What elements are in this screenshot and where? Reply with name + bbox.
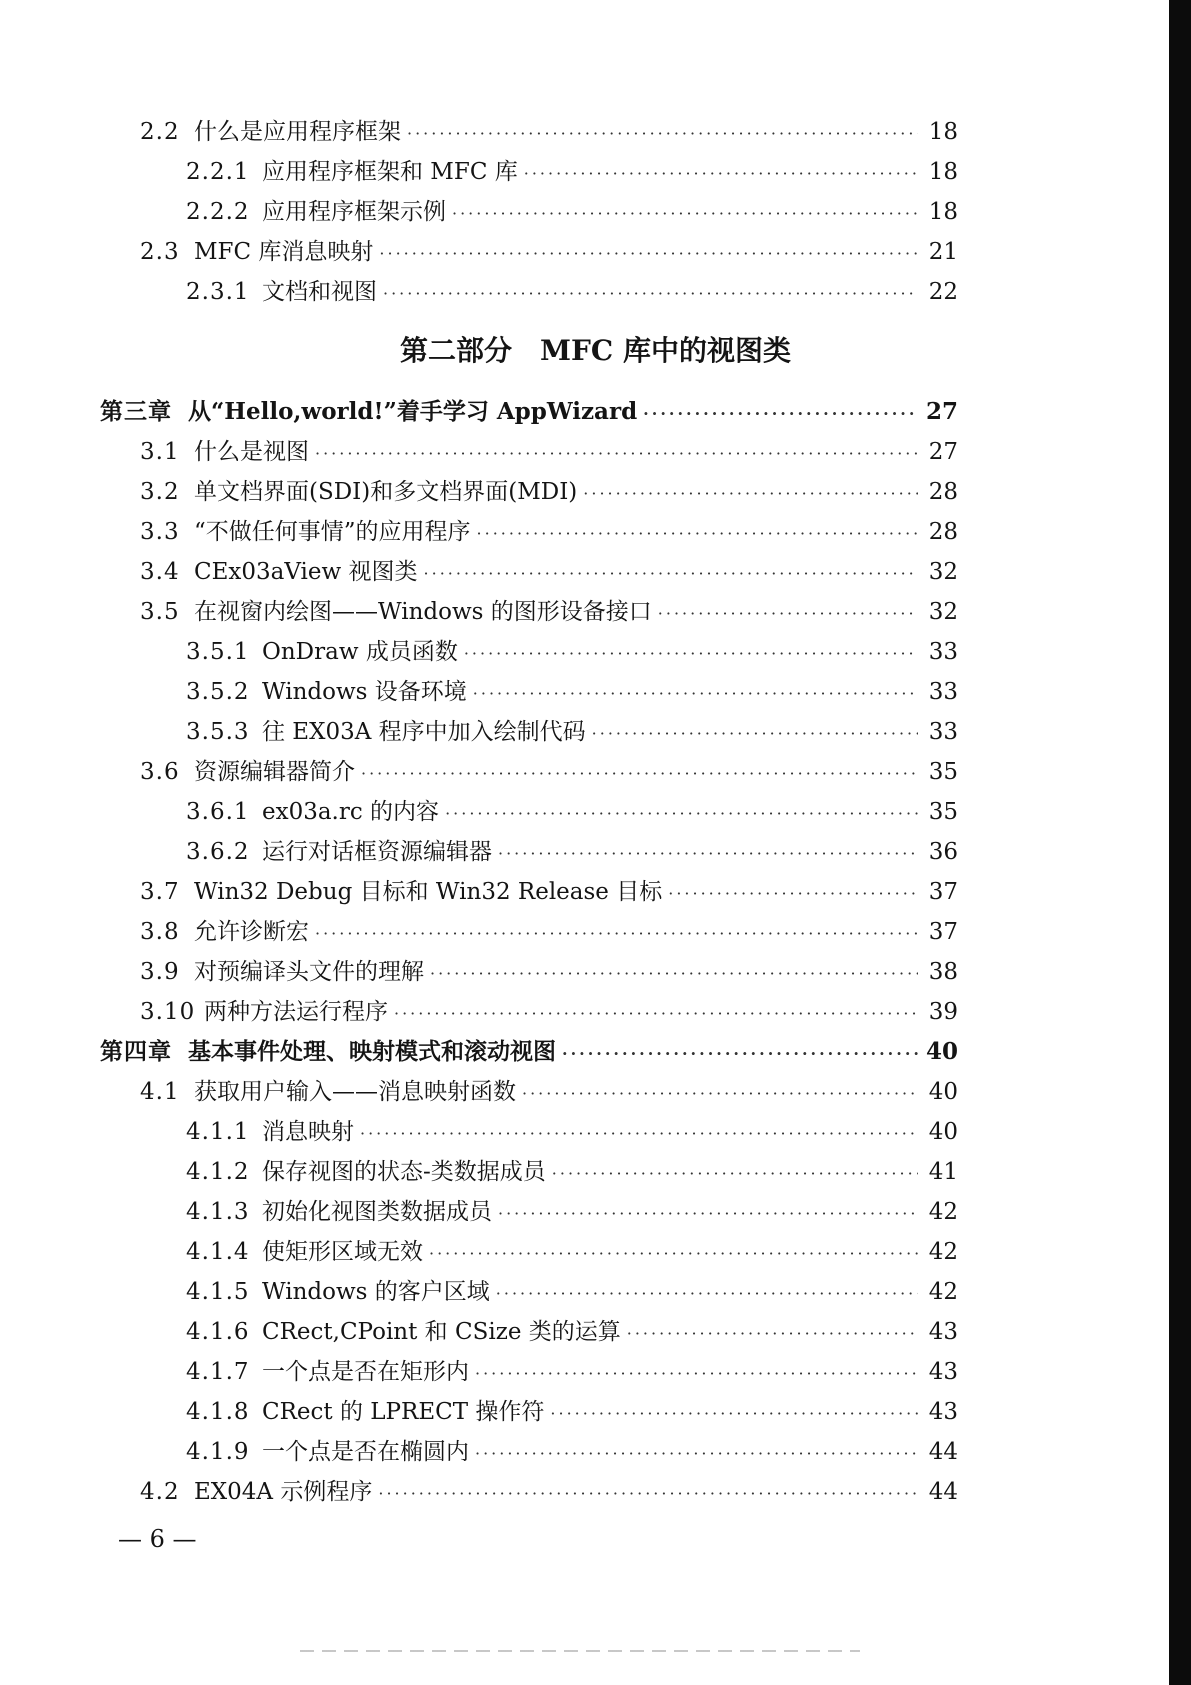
toc-entry-4-1-2 [186,1156,958,1188]
toc-entry-page: 36 [928,839,958,865]
toc-entry-4-1-3 [186,1196,958,1228]
toc-entry-page: 22 [928,279,958,305]
toc-entry-title: 应用程序框架和 MFC 库 [262,159,518,185]
toc-entry-number: 4.1 [140,1079,180,1105]
toc-entry-number: 3.6.1 [186,799,250,825]
toc-entry-3-6-2 [186,836,958,868]
toc-entry-number: 3.3 [140,519,180,545]
toc-entry-number: 4.1.5 [186,1279,250,1305]
toc-entry-4-1-7 [186,1356,958,1388]
toc-entry-4-1-1 [186,1116,958,1148]
toc-entry-page: 32 [928,559,958,585]
toc-entry-title: Windows 的客户区域 [262,1279,490,1305]
toc-entry-3-3 [140,516,958,548]
dot-leader [360,1118,918,1150]
toc-entry-title: “不做任何事情”的应用程序 [194,519,471,545]
toc-entry-title: 在视窗内绘图——Windows 的图形设备接口 [194,599,652,625]
dot-leader [552,1158,918,1190]
toc-entry-page: 37 [928,919,958,945]
toc-entry-page: 44 [928,1479,958,1505]
toc-entry-page: 33 [928,719,958,745]
toc-entry-2-2-1 [186,156,958,188]
toc-entry-number: 3.5.2 [186,679,250,705]
toc-entry-number: 3.5.3 [186,719,250,745]
toc-entry-number: 2.2.2 [186,199,250,225]
toc-entry-number: 3.7 [140,879,180,905]
toc-entry-2-3-1 [186,276,958,308]
toc-entry-number: 3.8 [140,919,180,945]
dot-leader [524,158,918,190]
toc-entry-2-2 [140,116,958,148]
toc-entry-title: CRect 的 LPRECT 操作符 [262,1399,545,1425]
toc-entry-number: 3.5 [140,599,180,625]
toc-entry-4-1 [140,1076,958,1108]
dot-leader [464,638,918,670]
toc-entry-4-1-5 [186,1276,958,1308]
toc-entry-page: 43 [928,1399,958,1425]
toc-entry-3-5 [140,596,958,628]
toc-chapter-number: 第四章 [100,1038,172,1065]
toc-entry-page: 27 [928,439,958,465]
toc-entry-title: 获取用户输入——消息映射函数 [194,1079,516,1105]
toc-entry-page: 32 [928,599,958,625]
toc-entry-number: 3.5.1 [186,639,250,665]
toc-entry-title: 一个点是否在椭圆内 [262,1439,469,1465]
dot-leader [315,918,918,950]
dot-leader [522,1078,918,1110]
toc-entry-3-5-3 [186,716,958,748]
part-heading-title: MFC 库中的视图类 [540,334,791,367]
toc-entry-3-9 [140,956,958,988]
toc-entry-title: 两种方法运行程序 [204,999,388,1025]
toc-entry-3-10 [140,996,958,1028]
toc-entry-title: OnDraw 成员函数 [262,639,458,665]
toc-entry-number: 3.6.2 [186,839,250,865]
toc-entry-title: ex03a.rc 的内容 [262,799,440,825]
dot-leader [424,558,918,590]
toc-entry-page: 43 [928,1319,958,1345]
dot-leader [475,1438,918,1470]
toc-entry-title: 应用程序框架示例 [262,199,446,225]
dot-leader [383,278,918,310]
toc-entry-title: MFC 库消息映射 [194,239,374,265]
toc-entry-page: 18 [928,119,958,145]
toc-entry-title: CEx03aView 视图类 [194,559,418,585]
toc-chapter-page: 27 [925,398,958,425]
toc-entry-4-1-4 [186,1236,958,1268]
toc-entry-number: 2.3.1 [186,279,250,305]
toc-entry-page: 37 [928,879,958,905]
toc-entry-number: 4.1.2 [186,1159,250,1185]
toc-entry-number: 2.3 [140,239,180,265]
dot-leader [496,1278,918,1310]
toc-entry-title: 什么是应用程序框架 [194,119,401,145]
toc-entry-3-7 [140,876,958,908]
toc-entry-number: 2.2 [140,119,180,145]
toc-entry-page: 28 [928,519,958,545]
dot-leader [430,958,918,990]
toc-entry-page: 44 [928,1439,958,1465]
dot-leader [583,478,918,510]
dot-leader [498,1198,918,1230]
toc-chapter-title: 从“Hello,world!”着手学习 AppWizard [188,398,638,425]
toc-entry-number: 4.1.7 [186,1359,250,1385]
toc-entry-page: 42 [928,1239,958,1265]
toc-entry-number: 3.1 [140,439,180,465]
part-heading-label: 第二部分 [400,334,513,367]
toc-entry-page: 42 [928,1199,958,1225]
toc-entry-page: 35 [928,759,958,785]
toc-entry-number: 3.9 [140,959,180,985]
dot-leader [475,1358,918,1390]
toc-entry-title: 初始化视图类数据成员 [262,1199,492,1225]
toc-entry-number: 3.4 [140,559,180,585]
toc-entry-title: CRect,CPoint 和 CSize 类的运算 [262,1319,621,1345]
toc-entry-4-1-6 [186,1316,958,1348]
part-heading [0,331,1191,371]
toc-entry-4-1-9 [186,1436,958,1468]
dot-leader [394,998,918,1030]
toc-entry-number: 4.1.1 [186,1119,250,1145]
toc-entry-number: 4.1.4 [186,1239,250,1265]
toc-entry-title: 保存视图的状态-类数据成员 [262,1159,546,1185]
toc-entry-3-2 [140,476,958,508]
toc-entry-page: 40 [928,1079,958,1105]
toc-entry-2-2-2 [186,196,958,228]
dot-leader [643,398,918,430]
toc-chapter-page: 40 [925,1038,958,1065]
toc-entry-number: 4.2 [140,1479,180,1505]
toc-entry-title: 文档和视图 [262,279,377,305]
toc-entry-page: 18 [928,159,958,185]
toc-entry-2-3 [140,236,958,268]
dot-leader [668,878,918,910]
toc-entry-page: 33 [928,639,958,665]
toc-entry-title: 往 EX03A 程序中加入绘制代码 [262,719,586,745]
dot-leader [498,838,918,870]
dot-leader [452,198,918,230]
dot-leader [407,118,918,150]
toc-entry-page: 18 [928,199,958,225]
page-number: — 6 — [118,1525,197,1553]
scan-edge-border [1169,0,1191,1685]
toc-entry-page: 21 [928,239,958,265]
dot-leader [550,1398,918,1430]
scan-artifact-line [300,1650,860,1652]
dot-leader [592,718,918,750]
toc-entry-number: 3.6 [140,759,180,785]
toc-entry-page: 28 [928,479,958,505]
dot-leader [429,1238,918,1270]
toc-entry-3-8 [140,916,958,948]
toc-entry-3-4 [140,556,958,588]
toc-entry-page: 33 [928,679,958,705]
dot-leader [445,798,918,830]
dot-leader [627,1318,918,1350]
toc-entry-number: 4.1.3 [186,1199,250,1225]
dot-leader [658,598,918,630]
toc-chapter-number: 第三章 [100,398,172,425]
toc-entry-title: 运行对话框资源编辑器 [262,839,492,865]
toc-entry-title: 一个点是否在矩形内 [262,1359,469,1385]
toc-chapter-4 [100,1036,958,1068]
toc-entry-number: 3.2 [140,479,180,505]
toc-entry-page: 39 [928,999,958,1025]
toc-entry-page: 38 [928,959,958,985]
toc-entry-page: 41 [928,1159,958,1185]
toc-entry-3-6-1 [186,796,958,828]
toc-entry-page: 42 [928,1279,958,1305]
toc-chapter-3 [100,396,958,428]
toc-entry-title: Win32 Debug 目标和 Win32 Release 目标 [194,879,663,905]
toc-entry-number: 4.1.6 [186,1319,250,1345]
toc-entry-title: 允许诊断宏 [194,919,309,945]
dot-leader [473,678,918,710]
toc-entry-title: 使矩形区域无效 [262,1239,423,1265]
toc-entry-4-1-8 [186,1396,958,1428]
toc-entry-title: 消息映射 [262,1119,354,1145]
toc-entry-number: 4.1.8 [186,1399,250,1425]
dot-leader [379,238,918,270]
toc-entry-title: 单文档界面(SDI)和多文档界面(MDI) [194,479,578,505]
toc-entry-page: 40 [928,1119,958,1145]
toc-entry-title: EX04A 示例程序 [194,1479,373,1505]
toc-entry-page: 43 [928,1359,958,1385]
toc-chapter-title: 基本事件处理、映射模式和滚动视图 [188,1038,556,1065]
toc-entry-3-6 [140,756,958,788]
dot-leader [315,438,918,470]
toc-entry-title: 资源编辑器简介 [194,759,355,785]
toc-entry-3-1 [140,436,958,468]
toc-entry-number: 2.2.1 [186,159,250,185]
toc-entry-page: 35 [928,799,958,825]
dot-leader [562,1038,918,1070]
toc-entry-number: 3.10 [140,999,196,1025]
toc-entry-3-5-2 [186,676,958,708]
toc-entry-3-5-1 [186,636,958,668]
toc-entry-number: 4.1.9 [186,1439,250,1465]
toc-entry-title: 什么是视图 [194,439,309,465]
dot-leader [477,518,918,550]
toc-entry-title: Windows 设备环境 [262,679,467,705]
dot-leader [378,1478,918,1510]
toc-entry-4-2 [140,1476,958,1508]
toc-entry-title: 对预编译头文件的理解 [194,959,424,985]
dot-leader [361,758,918,790]
